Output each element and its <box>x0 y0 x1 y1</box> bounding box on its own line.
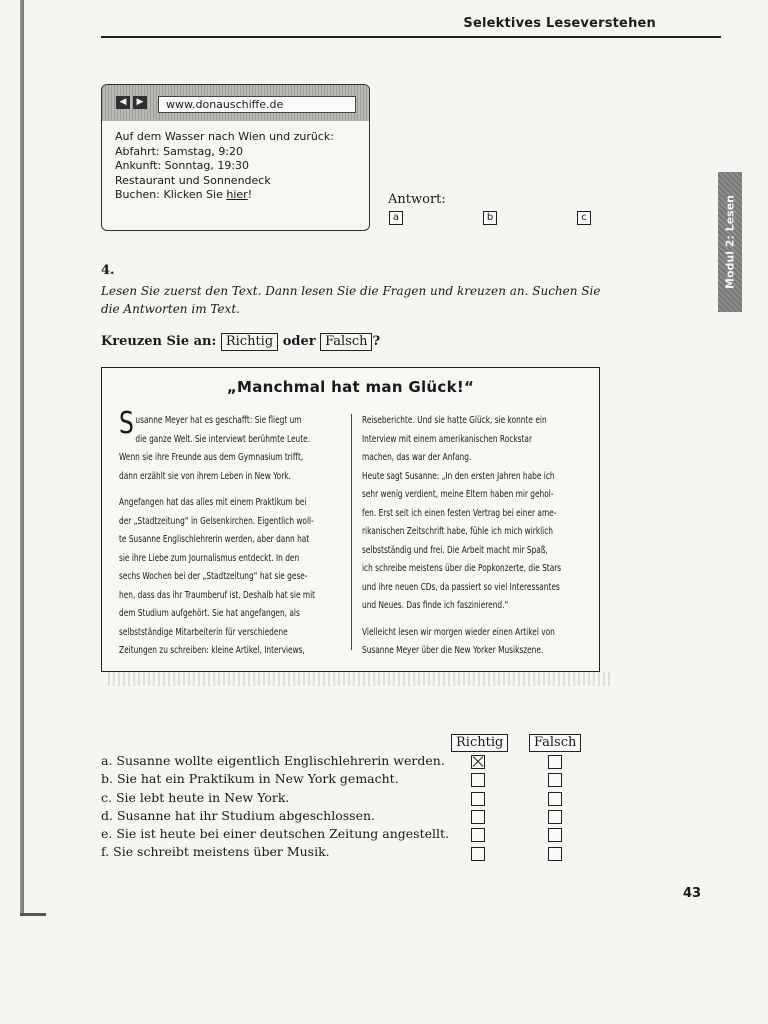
module-side-tab <box>718 172 742 312</box>
question-item: b. Sie hat ein Praktikum in New York gemacht. <box>101 771 399 787</box>
article-line: sechs Wochen bei der „Stadtzeitung“ hat sie gese- <box>119 571 308 582</box>
article-line: selbstständige Mitarbeiterin für verschiedene <box>119 626 288 638</box>
article-line: machen, das war der Anfang. <box>362 452 472 463</box>
falsch-column-header: Falsch <box>529 734 581 752</box>
richtig-checkbox[interactable] <box>471 773 485 787</box>
browser-window <box>101 84 370 231</box>
article-line: dann erzählt sie von ihrem Leben in New York. <box>119 470 291 482</box>
article-line: die ganze Welt. Sie interviewt berühmte Leute. <box>135 433 311 445</box>
mark-instruction-prefix: Kreuzen Sie an: <box>101 334 217 349</box>
address-bar-url: www.donauschiffe.de <box>166 98 284 111</box>
question-item: d. Susanne hat ihr Studium abgeschlossen. <box>101 807 376 823</box>
column-divider <box>351 414 352 650</box>
task-number: 4. <box>101 263 115 278</box>
article-line: usanne Meyer hat es geschafft: Sie fliegt um <box>135 415 302 426</box>
question-item: a. Susanne wollte eigentlich Englischlehrerin werden. <box>101 753 445 768</box>
article-line: sehr wenig verdient, meine Eltern haben mir gehol- <box>362 489 554 500</box>
answer-option-c[interactable]: c <box>577 211 591 225</box>
section-title: Selektives Leseverstehen <box>463 16 656 31</box>
article-column-right <box>362 412 561 661</box>
question-mark: ? <box>372 334 381 349</box>
article-line: fen. Erst seit ich einen festen Vertrag bei einer ame- <box>362 507 557 519</box>
question-item: e. Sie ist heute bei einer deutschen Zeitung angestellt. <box>101 826 450 842</box>
article-line: Wenn sie ihre Freunde aus dem Gymnasium trifft, <box>119 452 304 463</box>
answer-label: Antwort: <box>388 192 446 207</box>
browser-content <box>102 121 369 203</box>
oder-text: oder <box>282 334 316 349</box>
booking-suffix: ! <box>247 188 253 201</box>
booking-link[interactable]: hier <box>226 188 248 201</box>
richtig-checkbox[interactable] <box>471 810 485 824</box>
address-bar[interactable] <box>158 96 356 113</box>
article-line: rikanischen Zeitschrift habe, fühle ich mich wirklich <box>362 526 554 537</box>
article-line: dem Studium aufgehört. Sie hat angefangen, als <box>119 608 300 619</box>
forward-arrow-icon[interactable]: ▶ <box>133 96 147 109</box>
paragraph-gap <box>362 616 561 624</box>
question-item: c. Sie lebt heute in New York. <box>101 789 290 805</box>
article-title: „Manchmal hat man Glück!“ <box>226 378 475 396</box>
booking-prefix: Buchen: Klicken Sie <box>115 188 227 201</box>
falsch-label-box: Falsch <box>320 333 372 351</box>
falsch-checkbox[interactable] <box>548 847 562 861</box>
richtig-column-header: Richtig <box>451 734 508 752</box>
browser-toolbar <box>102 85 369 121</box>
article-line: selbstständig und frei. Die Arbeit macht mir Spaß, <box>362 544 548 556</box>
article-line: hen, dass das ihr Traumberuf ist. Deshalb hat sie mit <box>119 589 316 601</box>
browser-line: Restaurant und Sonnendeck <box>115 173 271 187</box>
falsch-checkbox[interactable] <box>548 810 562 824</box>
falsch-checkbox[interactable] <box>548 792 562 806</box>
article-line: Angefangen hat das alles mit einem Praktikum bei <box>119 497 307 508</box>
question-list <box>101 752 449 862</box>
module-side-tab-label: Modul 2: Lesen <box>723 195 737 289</box>
richtig-checkbox[interactable] <box>471 792 485 806</box>
falsch-checkbox[interactable] <box>548 773 562 787</box>
page-binding-foot <box>20 913 46 916</box>
article-line: Reiseberichte. Und sie hatte Glück, sie konnte ein <box>362 415 547 426</box>
scan-shadow <box>108 672 613 686</box>
article-line: Interview mit einem amerikanischen Rockstar <box>362 433 532 445</box>
browser-line: Auf dem Wasser nach Wien und zurück: <box>115 130 334 143</box>
page-number: 43 <box>683 886 702 901</box>
booking-line <box>115 188 369 203</box>
back-arrow-icon[interactable]: ◀ <box>116 96 130 109</box>
richtig-checkbox[interactable] <box>471 828 485 842</box>
article-line: der „Stadtzeitung“ in Gelsenkirchen. Eigentlich woll- <box>119 515 314 527</box>
richtig-checkbox[interactable] <box>471 847 485 861</box>
task-instruction: Lesen Sie zuerst den Text. Dann lesen Sie die Fragen und kreuzen an. Suchen Sie die Antworten im Text. <box>101 284 601 316</box>
answer-option-a[interactable]: a <box>389 211 403 225</box>
article-line: Heute sagt Susanne: „In den ersten Jahren habe ich <box>362 470 555 482</box>
answer-option-b[interactable]: b <box>483 211 497 225</box>
article-column-left <box>119 406 316 661</box>
paragraph-gap <box>119 486 315 494</box>
browser-line: Ankunft: Sonntag, 19:30 <box>115 159 250 172</box>
article-line: und Neues. Das finde ich faszinierend.“ <box>362 600 509 611</box>
article-line: sie ihre Liebe zum Journalismus entdeckt. In den <box>119 552 300 564</box>
article-line: Zeitungen zu schreiben: kleine Artikel, Interviews, <box>119 645 305 656</box>
richtig-checkbox[interactable] <box>471 755 485 769</box>
browser-line: Abfahrt: Samstag, 9:20 <box>115 144 244 158</box>
article-paragraph <box>119 406 315 486</box>
falsch-checkbox[interactable] <box>548 828 562 842</box>
falsch-checkbox[interactable] <box>548 755 562 769</box>
question-item: f. Sie schreibt meistens über Musik. <box>101 844 330 860</box>
page-binding-rule <box>20 0 24 915</box>
article-line: te Susanne Englischlehrerin werden, aber dann hat <box>119 534 310 545</box>
article-line: und ihre neuen CDs, da passiert so viel Interessantes <box>362 581 560 593</box>
mark-instruction <box>101 333 380 351</box>
article-line: ich schreibe meistens über die Popkonzerte, die Stars <box>362 563 562 574</box>
article-line: Vielleicht lesen wir morgen wieder einen Artikel von <box>362 626 555 638</box>
header-divider <box>101 36 721 38</box>
richtig-label-box: Richtig <box>221 333 278 351</box>
drop-cap: S <box>119 406 134 441</box>
article-line: Susanne Meyer über die New Yorker Musikszene. <box>362 645 544 656</box>
article-box <box>101 367 600 672</box>
